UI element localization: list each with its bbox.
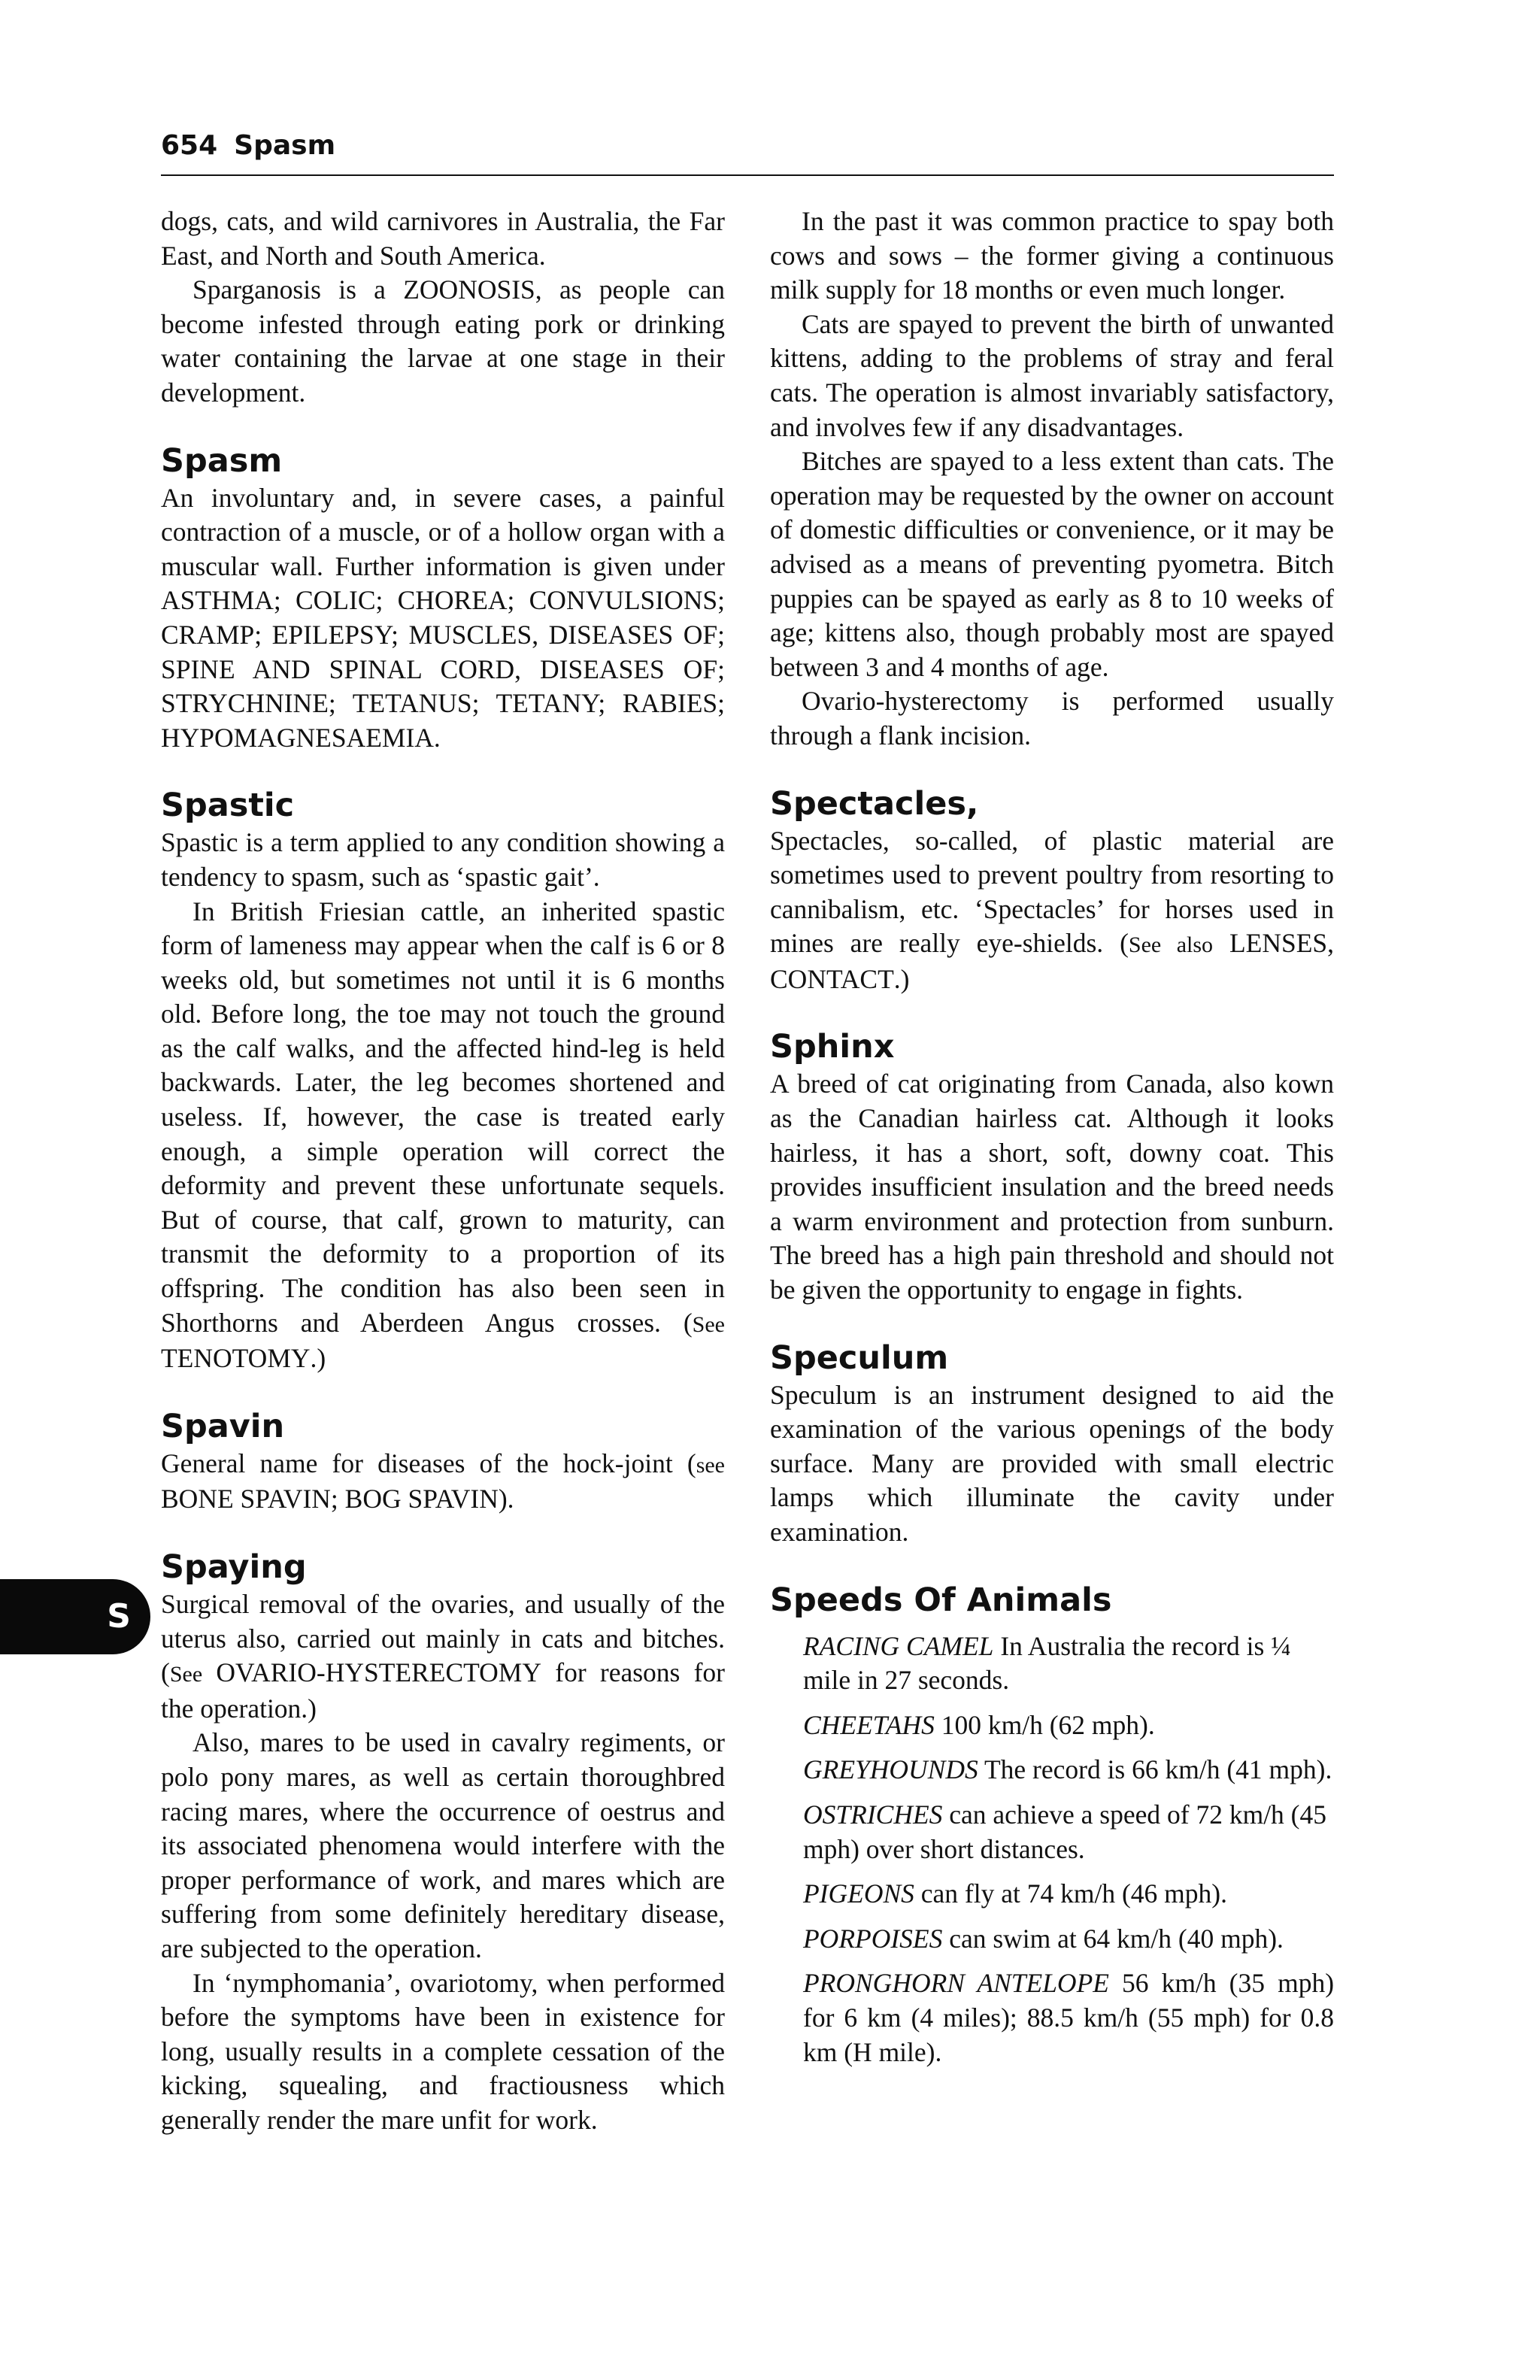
speeds-list: [770, 1630, 1334, 2070]
spastic-paragraph: Spastic is a term applied to any condition showing a tendency to spasm, such as ‘spastic gait’.: [161, 827, 725, 892]
section-tab-letter: S: [107, 1597, 131, 1636]
spaying-paragraph-2: Also, mares to be used in cavalry regiments, or polo pony mares, as well as certain thoroughbred racing mares, where the occurrence of oestrus and its associated phenomena would interfere with the proper performance of work, and mares which are suffering from some definitely hereditary disease, are subjected to the operation.: [161, 1727, 725, 1963]
cross-reference: ASTHMA; COLIC; CHOREA; CONVULSIONS; CRAMP; EPILEPSY; MUSCLES, DISEASES OF; SPINE AND SPINAL CORD, DISEASES OF; STRYCHNINE; TETANUS; TETANY; RABIES; HYPOMAGNESAEMIA: [161, 585, 725, 753]
entry-heading-spectacles: Spectacles,: [770, 784, 979, 823]
sparganosis-paragraph: Sparganosis is a ZOONOSIS, as people can become infested through eating pork or drinking water containing the larvae at one stage in their development.: [161, 274, 725, 408]
sphinx-paragraph: A breed of cat originating from Canada, also kown as the Canadian hairless cat. Although it looks hairless, it has a short, soft, downy coat. This provides insufficient insulation and the breed needs a warm environment and protection from sunburn. The breed has a high pain threshold and should not be given the opportunity to engage in fights.: [770, 1069, 1334, 1305]
entry-heading-spavin: Spavin: [161, 1407, 285, 1445]
right-column: [770, 205, 1334, 2080]
entry-heading-speculum: Speculum: [770, 1339, 949, 1377]
left-column: [161, 205, 725, 2138]
spaying-paragraph-3: In ‘nymphomania’, ovariotomy, when performed before the symptoms have been in existence for long, usually results in a complete cessation of the kicking, squealing, and fractiousness which generally render the mare unfit for work.: [161, 1967, 725, 2135]
speed-item: PRONGHORN ANTELOPE 56 km/h (35 mph) for 6 km (4 miles); 88.5 km/h (55 mph) for 0.8 km (H mile).: [803, 1968, 1335, 2067]
cross-reference: ZOONOSIS: [403, 274, 535, 305]
section-thumb-tab: [0, 1579, 150, 1654]
speed-item: PORPOISES can swim at 64 km/h (40 mph).: [803, 1923, 1284, 1954]
speculum-paragraph: Speculum is an instrument designed to aid the examination of the various openings of the body surface. Many are provided with small electric lamps which illuminate the cavity under examination.: [770, 1379, 1334, 1547]
spasm-paragraph: An involuntary and, in severe cases, a painful contraction of a muscle, or of a hollow organ with a muscular wall. Further information is given under ASTHMA; COLIC; CHOREA; CONVULSIONS; CRAMP; EPILEPSY; MUSCLES, DISEASES OF; SPINE AND SPINAL CORD, DISEASES OF; STRYCHNINE; TETANUS; TETANY; RABIES; HYPOMAGNESAEMIA.: [161, 482, 725, 753]
speed-item: RACING CAMEL In Australia the record is ¼ mile in 27 seconds.: [803, 1630, 1291, 1696]
continued-paragraph: dogs, cats, and wild carnivores in Australia, the Far East, and North and South America.: [161, 206, 725, 271]
spaying-continued-2: Cats are spayed to prevent the birth of unwanted kittens, adding to the problems of stray and feral cats. The operation is almost invariably satisfactory, and involves few if any disadvantages.: [770, 308, 1334, 442]
cross-reference: BONE SPAVIN; BOG SPAVIN: [161, 1484, 499, 1514]
speed-item: CHEETAHS 100 km/h (62 mph).: [803, 1709, 1155, 1740]
speed-item: OSTRICHES can achieve a speed of 72 km/h (45 mph) over short distances.: [803, 1799, 1326, 1864]
cross-reference: TENOTOMY: [161, 1343, 311, 1374]
running-header: [161, 125, 1334, 176]
entry-heading-sphinx: Sphinx: [770, 1028, 895, 1066]
spaying-continued-4: Ovario-hysterectomy is performed usually through a flank incision.: [770, 686, 1334, 750]
spaying-continued-1: In the past it was common practice to spay both cows and sows – the former giving a continuous milk supply for 18 months or even much longer.: [770, 206, 1334, 305]
entry-heading-spasm: Spasm: [161, 441, 283, 480]
speed-item: PIGEONS can fly at 74 km/h (46 mph).: [803, 1878, 1227, 1909]
entry-heading-speeds: Speeds Of Animals: [770, 1581, 1112, 1619]
entry-heading-spastic: Spastic: [161, 787, 295, 825]
entry-heading-spaying: Spaying: [161, 1548, 307, 1586]
spectacles-paragraph: Spectacles, so-called, of plastic material are sometimes used to prevent poultry from resorting to cannibalism, etc. ‘Spectacles’ for horses used in mines are really eye-shields. (See also LENSES, CONTACT.): [770, 825, 1335, 994]
spastic-paragraph-2: In British Friesian cattle, an inherited spastic form of lameness may appear when the calf is 6 or 8 weeks old, but sometimes not until it is 6 months old. Before long, the toe may not touch the ground as the calf walks, and the affected hind-leg is held backwards. Later, the leg becomes shortened and useless. If, however, the case is treated early enough, a simple operation will correct the deformity and prevent these unfortunate sequels. But of course, that calf, grown to maturity, can transmit the deformity to a proportion of its offspring. The condition has also been seen in Shorthorns and Aberdeen Angus crosses. (See TENOTOMY.): [161, 896, 725, 1374]
spaying-paragraph: Surgical removal of the ovaries, and usually of the uterus also, carried out mainly in cats and bitches. (See OVARIO-HYSTERECTOMY for reasons for the operation.): [161, 1589, 725, 1724]
cross-reference: LENSES, CONTACT: [770, 928, 1335, 994]
running-title: Spasm: [234, 130, 336, 161]
cross-reference: OVARIO-HYSTERECTOMY: [216, 1657, 542, 1688]
page-number: 654: [161, 130, 218, 161]
spaying-continued-3: Bitches are spayed to a less extent than cats. The operation may be requested by the owner on account of domestic difficulties or convenience, or it may be advised as a means of preventing pyometra. Bitch puppies can be spayed as early as 8 to 10 weeks of age; kittens also, though probably most are spayed between 3 and 4 months of age.: [770, 446, 1334, 682]
spavin-paragraph: General name for diseases of the hock-joint (see BONE SPAVIN; BOG SPAVIN).: [161, 1448, 725, 1514]
speed-item: GREYHOUNDS The record is 66 km/h (41 mph).: [803, 1754, 1332, 1785]
